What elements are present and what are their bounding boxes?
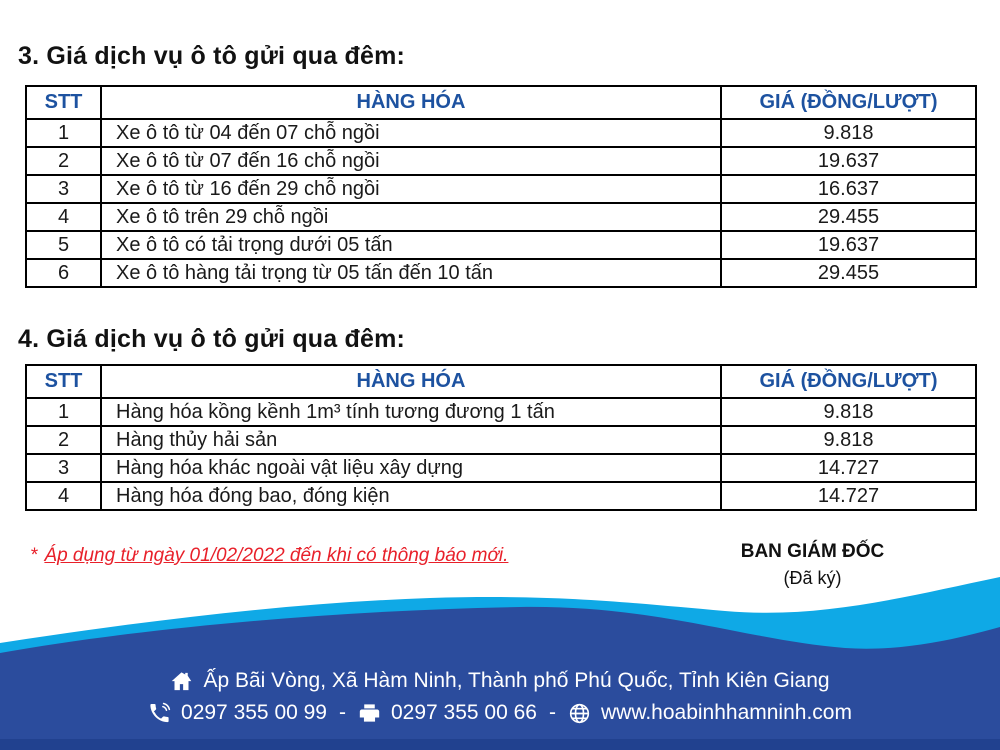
signature-status: (Đã ký) [783, 568, 842, 588]
row-price: 14.727 [721, 482, 976, 510]
header-stt: STT [26, 86, 101, 119]
footer [0, 666, 1000, 728]
phone-icon [148, 702, 171, 725]
fax-printer-icon [358, 702, 381, 725]
header-item: HÀNG HÓA [101, 86, 721, 119]
row-number: 2 [26, 426, 101, 454]
table-header-row [26, 86, 976, 119]
row-item: Hàng hóa đóng bao, đóng kiện [101, 482, 721, 510]
footer-website: www.hoabinhhamninh.com [600, 701, 852, 724]
row-price: 14.727 [721, 454, 976, 482]
header-price: GIÁ (ĐỒNG/LƯỢT) [721, 365, 976, 398]
row-price: 29.455 [721, 259, 976, 287]
footer-address-line [170, 666, 829, 696]
row-price: 9.818 [721, 119, 976, 147]
row-price: 29.455 [721, 203, 976, 231]
header-item: HÀNG HÓA [101, 365, 721, 398]
globe-icon [568, 702, 591, 725]
table-row [26, 203, 976, 231]
row-number: 6 [26, 259, 101, 287]
row-number: 5 [26, 231, 101, 259]
row-item: Xe ô tô hàng tải trọng từ 05 tấn đến 10 tấn [101, 259, 721, 287]
row-number: 4 [26, 203, 101, 231]
table-row [26, 147, 976, 175]
table-row [26, 398, 976, 426]
row-item: Hàng hóa khác ngoài vật liệu xây dựng [101, 454, 721, 482]
note-asterisk: * [30, 545, 38, 566]
row-price: 19.637 [721, 147, 976, 175]
row-item: Hàng thủy hải sản [101, 426, 721, 454]
row-number: 1 [26, 398, 101, 426]
footer-contacts-line [148, 698, 852, 728]
footer-address: Ấp Bãi Vòng, Xã Hàm Ninh, Thành phố Phú Quốc, Tỉnh Kiên Giang [203, 669, 830, 692]
table-row [26, 454, 976, 482]
row-number: 3 [26, 175, 101, 203]
note-text: Áp dụng từ ngày 01/02/2022 đến khi có thông báo mới. [44, 545, 509, 566]
table-row [26, 175, 976, 203]
row-item: Xe ô tô từ 04 đến 07 chỗ ngồi [101, 119, 721, 147]
row-price: 19.637 [721, 231, 976, 259]
row-item: Xe ô tô có tải trọng dưới 05 tấn [101, 231, 721, 259]
header-stt: STT [26, 365, 101, 398]
footer-fax: 0297 355 00 66 [391, 701, 537, 724]
price-table-section-3 [25, 85, 977, 288]
row-price: 16.637 [721, 175, 976, 203]
table-row [26, 119, 976, 147]
row-item: Xe ô tô từ 16 đến 29 chỗ ngồi [101, 175, 721, 203]
row-number: 2 [26, 147, 101, 175]
row-item: Xe ô tô trên 29 chỗ ngồi [101, 203, 721, 231]
row-price: 9.818 [721, 398, 976, 426]
table-row [26, 426, 976, 454]
footer-separator: - [548, 701, 556, 724]
row-item: Xe ô tô từ 07 đến 16 chỗ ngồi [101, 147, 721, 175]
table-row [26, 259, 976, 287]
signature-title: BAN GIÁM ĐỐC [740, 541, 885, 562]
table-row [26, 231, 976, 259]
section-3-title: 3. Giá dịch vụ ô tô gửi qua đêm: [18, 42, 406, 70]
row-number: 4 [26, 482, 101, 510]
price-table-section-4 [25, 364, 977, 511]
table-header-row [26, 365, 976, 398]
footer-separator: - [339, 701, 346, 724]
row-item: Hàng hóa kồng kềnh 1m³ tính tương đương 1 tấn [101, 398, 721, 426]
house-icon [170, 670, 193, 693]
section-4-title: 4. Giá dịch vụ ô tô gửi qua đêm: [18, 325, 406, 353]
row-number: 3 [26, 454, 101, 482]
row-price: 9.818 [721, 426, 976, 454]
row-number: 1 [26, 119, 101, 147]
header-price: GIÁ (ĐỒNG/LƯỢT) [721, 86, 976, 119]
footer-phone: 0297 355 00 99 [181, 701, 327, 724]
table-row [26, 482, 976, 510]
